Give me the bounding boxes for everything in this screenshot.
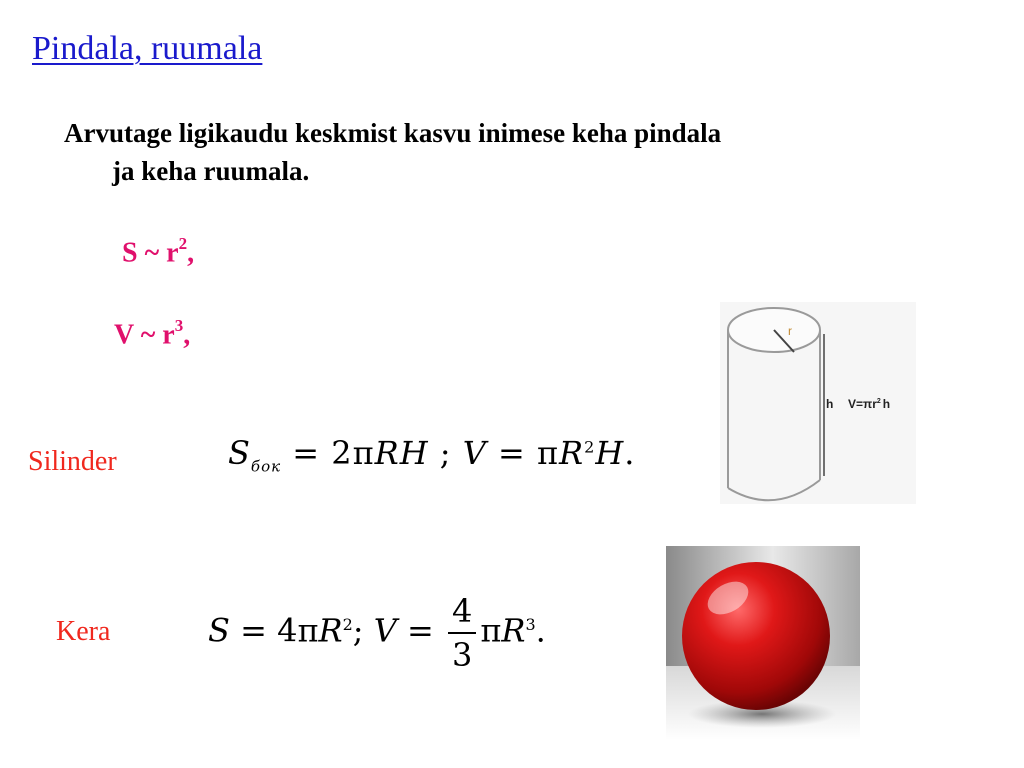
- cylinder-volume-label: [848, 397, 890, 411]
- red-sphere: [682, 562, 830, 710]
- fraction-numerator: 4: [448, 590, 476, 634]
- surface-relation-exponent: 2: [178, 234, 188, 253]
- cyl-fig-v-exp: 2: [876, 398, 881, 405]
- cyl-v-r: R: [559, 434, 585, 472]
- sph-v-exponent: 3: [525, 614, 536, 634]
- sph-v-r: R: [501, 611, 526, 650]
- sph-v-equals: =: [396, 611, 444, 650]
- sph-s-var: S: [208, 611, 230, 650]
- surface-relation-comma: ,: [187, 237, 195, 269]
- height-label: h: [826, 397, 834, 411]
- volume-relation-base: V ~ r: [114, 319, 175, 351]
- slide-title: Pindala, ruumala: [32, 30, 263, 67]
- cyl-formula-end: .: [624, 434, 636, 472]
- cyl-s-equals: = 2π: [281, 434, 375, 472]
- sph-s-equals: = 4π: [229, 611, 319, 650]
- surface-relation-base: S ~ r: [122, 237, 179, 269]
- radius-label: r: [788, 324, 792, 338]
- cyl-v-exponent: 2: [584, 437, 596, 457]
- four-thirds-fraction: [448, 590, 476, 676]
- cyl-fig-v-base: V=πr: [848, 397, 877, 411]
- sph-v-var: V: [373, 611, 397, 650]
- surface-relation: [122, 236, 194, 269]
- sphere-label: Kera: [56, 616, 111, 647]
- cyl-v-var: V: [462, 434, 487, 472]
- cyl-s-var: S: [228, 434, 251, 472]
- cyl-separator: ;: [428, 434, 463, 472]
- task-line-1: Arvutage ligikaudu keskmist kasvu inimese keha pindala: [64, 118, 722, 148]
- volume-relation-exponent: 3: [174, 316, 184, 335]
- sphere-formula: [208, 590, 546, 676]
- cylinder-diagram: [720, 302, 916, 504]
- sphere-image: [666, 546, 860, 740]
- sph-v-pi: π: [480, 611, 502, 650]
- cylinder-label: Silinder: [28, 446, 117, 477]
- sph-s-r: R: [318, 611, 343, 650]
- cyl-fig-v-h: h: [882, 397, 891, 411]
- sph-separator: ;: [352, 611, 374, 650]
- volume-relation-comma: ,: [183, 319, 191, 351]
- fraction-denominator: 3: [451, 636, 473, 674]
- cyl-s-rh: RH: [374, 434, 429, 472]
- sph-formula-end: .: [535, 611, 546, 650]
- cyl-s-subscript: бок: [250, 457, 282, 476]
- cyl-v-equals: = π: [486, 434, 560, 472]
- cyl-v-h: H: [595, 434, 625, 472]
- task-line-2: ja keha ruumala.: [112, 156, 310, 186]
- sph-s-exponent: 2: [342, 614, 353, 634]
- task-text: [64, 114, 944, 190]
- volume-relation: [114, 318, 190, 351]
- cylinder-formula: [228, 434, 635, 475]
